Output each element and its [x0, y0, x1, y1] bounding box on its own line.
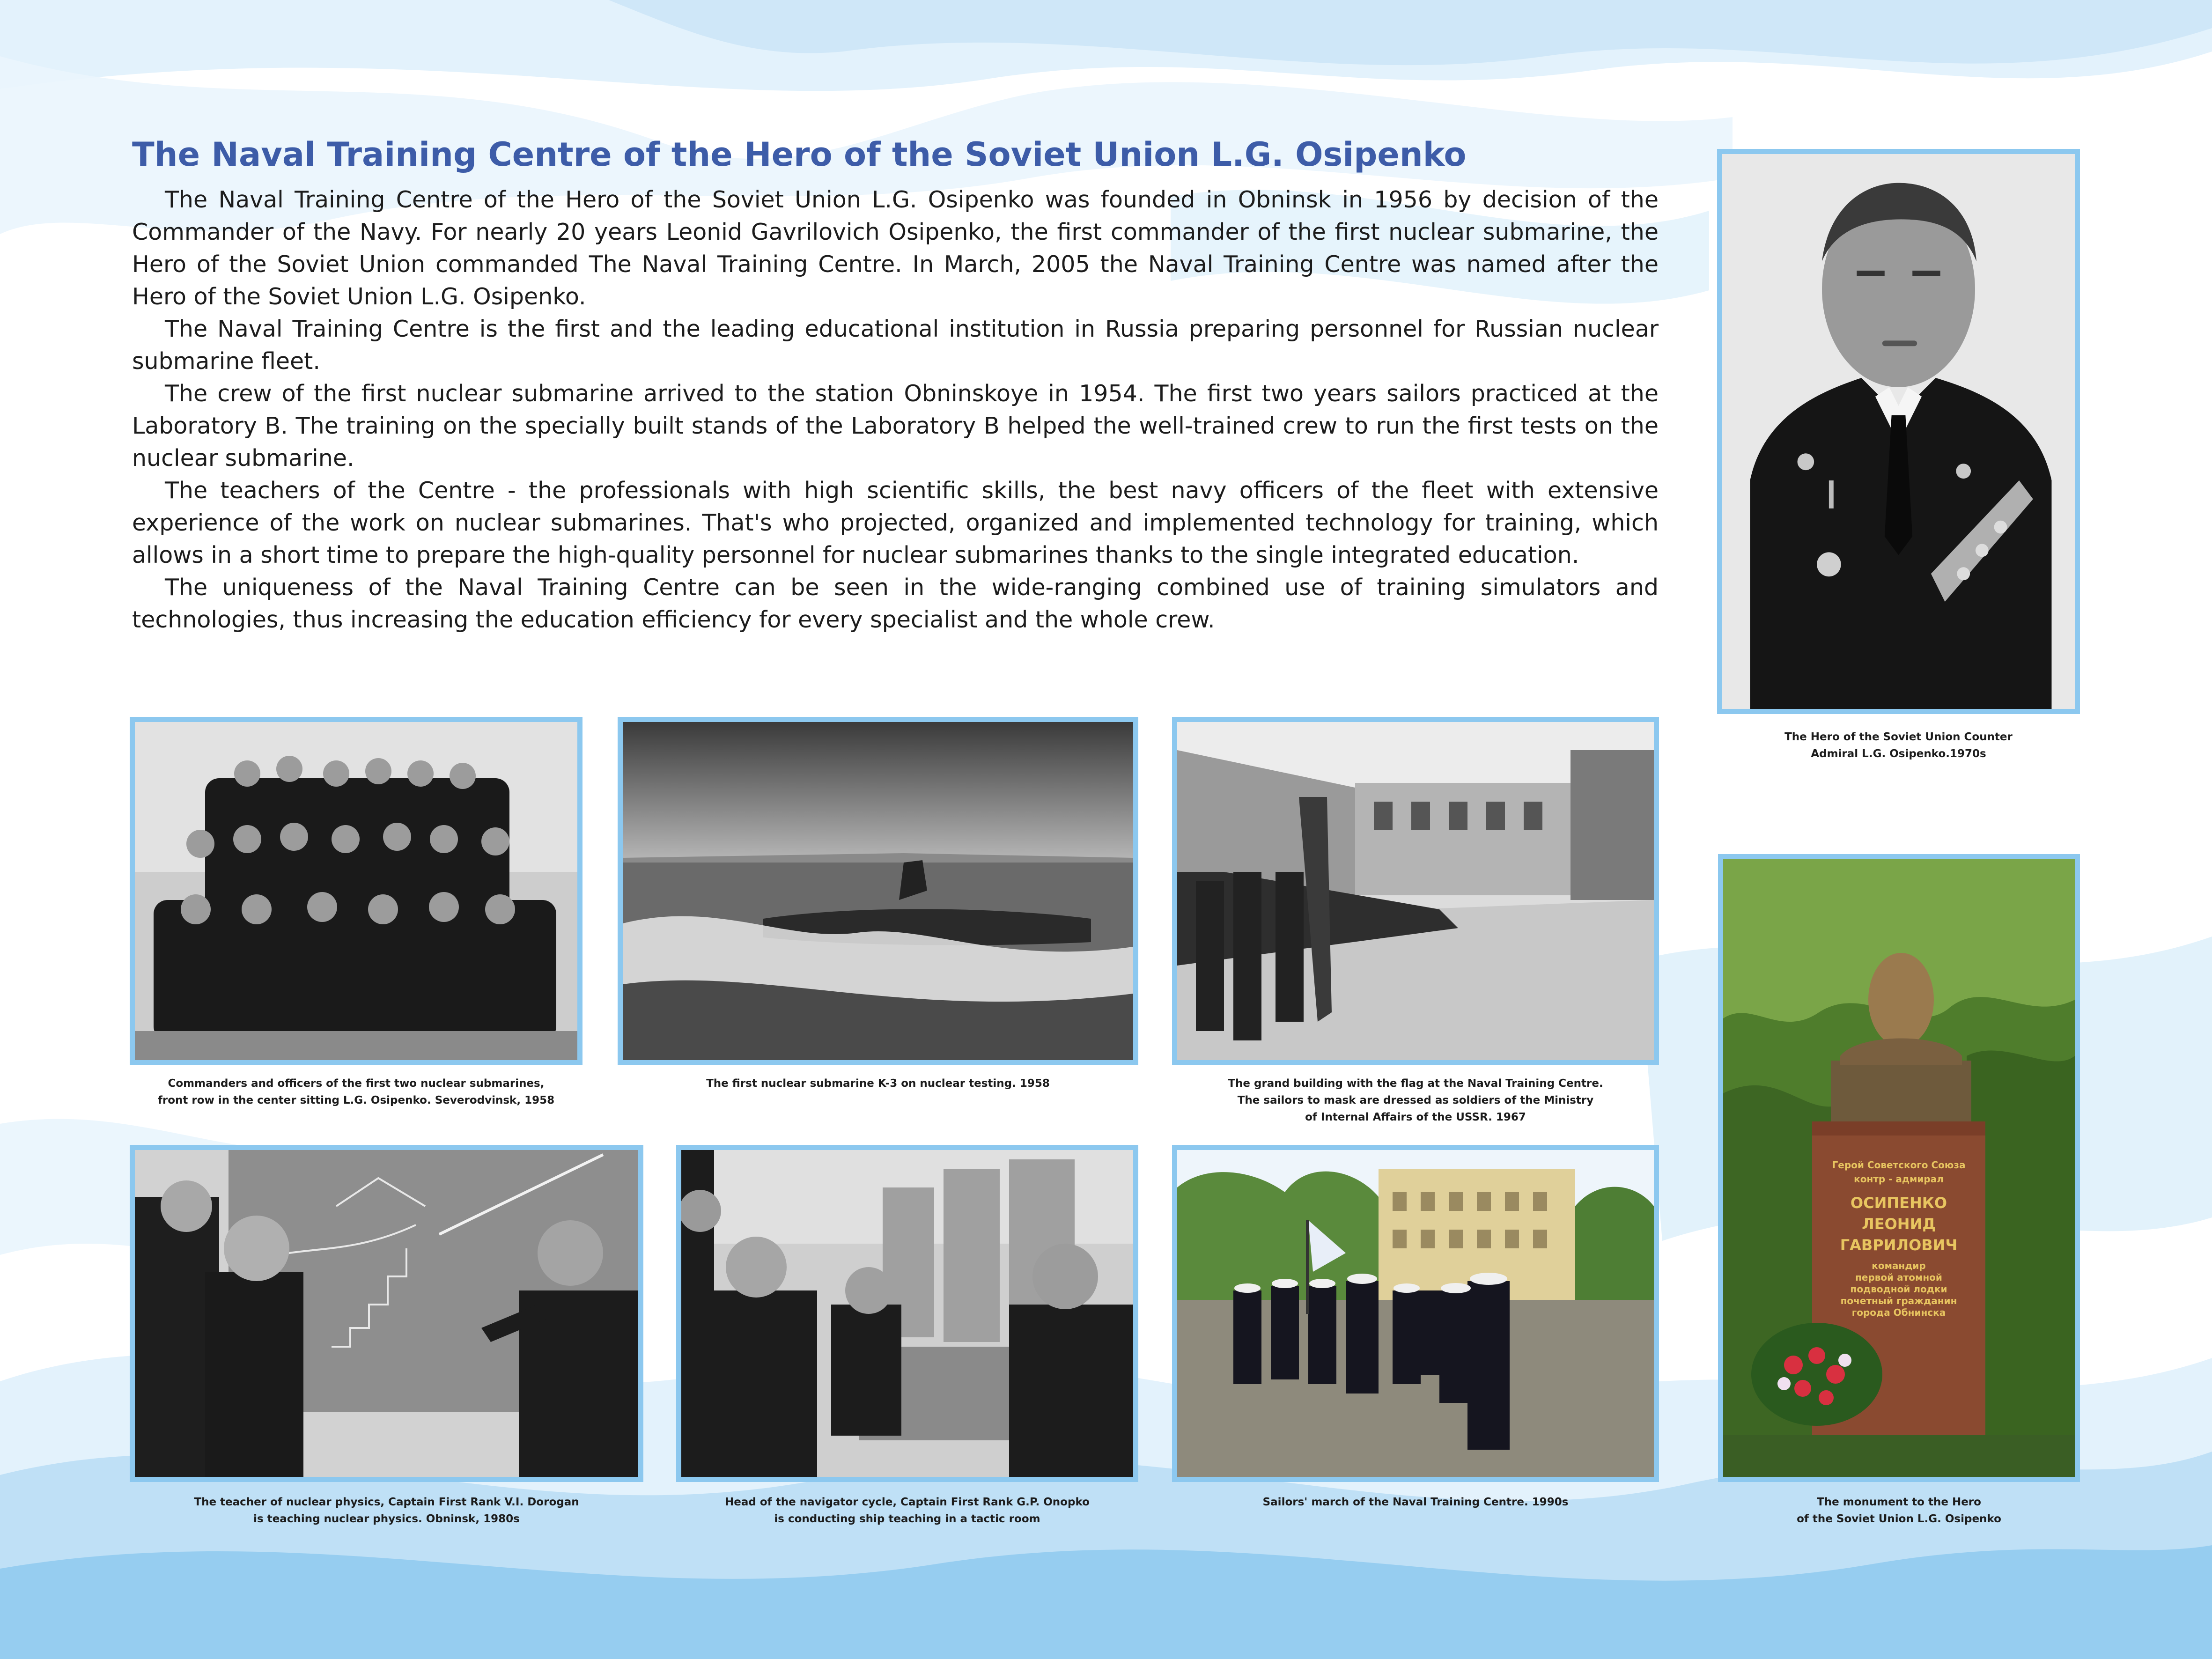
paragraph-leading-institution: The Naval Training Centre is the first and the leading educational institution in Russia preparing personnel for Russian nuclear submarine fleet.: [132, 316, 1659, 375]
officers-caption: Commanders and officers of the first two nuclear submarines, front row in the center sitting L.G. Osipenko. Severodvinsk, 1958: [157, 1077, 555, 1106]
building-flag-photo: [1172, 717, 1659, 1065]
building-caption: The grand building with the flag at the Naval Training Centre. The sailors to mask are dressed as soldiers of the Ministry of Internal Affairs of the USSR. 1967: [1228, 1077, 1603, 1123]
monument-line-3: ОСИПЕНКО: [1850, 1194, 1947, 1212]
officers-group-photo: [130, 717, 582, 1065]
submarine-photo: [618, 717, 1138, 1065]
march-caption: Sailors' march of the Naval Training Centre. 1990s: [1262, 1496, 1569, 1508]
monument-line-9: почетный гражданин: [1840, 1295, 1957, 1306]
monument-line-2: контр - адмирал: [1854, 1173, 1944, 1185]
monument-line-1: Герой Советского Союза: [1832, 1159, 1966, 1171]
monument-line-10: города Обнинска: [1851, 1307, 1946, 1318]
monument-line-8: подводной лодки: [1850, 1283, 1947, 1295]
paragraph-uniqueness: The uniqueness of the Naval Training Centre can be seen in the wide-ranging combined use of training simulators and technologies, thus increasing the education efficiency for every specialist and the whole crew.: [132, 574, 1659, 633]
submarine-caption: The first nuclear submarine K-3 on nuclear testing. 1958: [706, 1077, 1050, 1090]
paragraph-teachers: The teachers of the Centre - the professionals with high scientific skills, the best navy officers of the fleet with extensive experience of the work on nuclear submarines. That's who projected, organized and implemented technology for training, which allows in a short time to prepare the high-quality personnel for nuclear submarines thanks to the single integrated education.: [132, 477, 1659, 568]
monument-line-7: первой атомной: [1855, 1272, 1942, 1283]
sailors-march-photo: [1172, 1145, 1659, 1482]
portrait-caption: The Hero of the Soviet Union Counter Admiral L.G. Osipenko.1970s: [1784, 731, 2013, 760]
teacher-physics-photo: [130, 1145, 643, 1482]
portrait-photo: [1717, 149, 2080, 714]
intro-text: [132, 184, 1659, 636]
page-title: The Naval Training Centre of the Hero of the Soviet Union L.G. Osipenko: [132, 135, 1467, 174]
paragraph-first-crew: The crew of the first nuclear submarine arrived to the station Obninskoye in 1954. The first two years sailors practiced at the Laboratory B. The training on the specially built stands of the Laboratory B helped the well-trained crew to run the first tests on the nuclear submarine.: [132, 380, 1659, 472]
paragraph-founding: The Naval Training Centre of the Hero of the Soviet Union L.G. Osipenko was founded in Obninsk in 1956 by decision of the Commander of the Navy. For nearly 20 years Leonid Gavrilovich Osipenko, the first commander of the first nuclear submarine, the Hero of the Soviet Union commanded The Naval Training Centre. In March, 2005 the Naval Training Centre was named after the Hero of the Soviet Union L.G. Osipenko.: [132, 186, 1659, 310]
monument-line-6: командир: [1872, 1260, 1926, 1271]
monument-photo: [1718, 854, 2080, 1482]
monument-line-5: ГАВРИЛОВИЧ: [1840, 1236, 1958, 1254]
navigator-photo: [676, 1145, 1138, 1482]
monument-caption: The monument to the Hero of the Soviet Union L.G. Osipenko: [1797, 1496, 2001, 1525]
monument-line-4: ЛЕОНИД: [1862, 1215, 1936, 1233]
teacher-caption: The teacher of nuclear physics, Captain First Rank V.I. Dorogan is teaching nuclear physics. Obninsk, 1980s: [194, 1496, 579, 1525]
navigator-caption: Head of the navigator cycle, Captain First Rank G.P. Onopko is conducting ship teaching in a tactic room: [725, 1496, 1090, 1525]
